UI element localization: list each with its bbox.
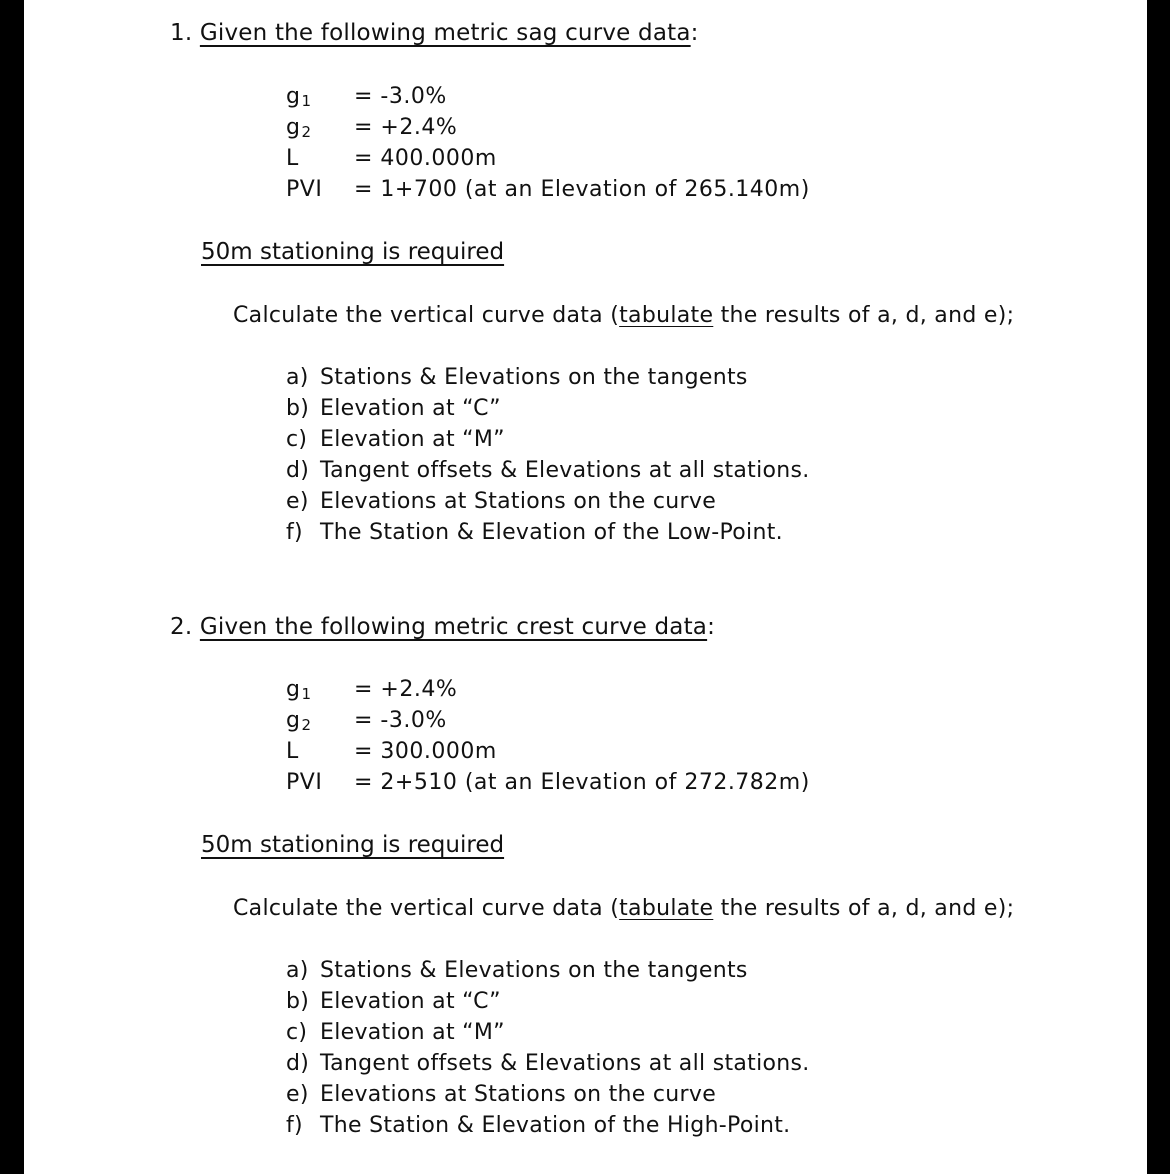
given-var-L: L (286, 739, 299, 764)
problem-1-title: Given the following metric sag curve data (199, 20, 691, 46)
given-var-PVI: PVI (286, 177, 323, 202)
given-value-g2: = +2.4% (354, 115, 458, 140)
given-value-PVI: = 1+700 (at an Elevation of 265.140m) (354, 177, 810, 202)
list-item: c) Elevation at “M” (286, 1020, 505, 1045)
given-value-g1: = -3.0% (354, 84, 447, 109)
given-var-L: L (286, 146, 299, 171)
problem-2-instruction: Calculate the vertical curve data (tabulate the results of a, d, and e); (233, 896, 1015, 921)
given-value-g2: = -3.0% (354, 708, 447, 733)
list-item: e) Elevations at Stations on the curve (286, 489, 717, 514)
given-value-L: = 400.000m (354, 146, 497, 171)
list-item: a) Stations & Elevations on the tangents (286, 958, 748, 983)
list-item: e) Elevations at Stations on the curve (286, 1082, 717, 1107)
list-item: b) Elevation at “C” (286, 989, 501, 1014)
problem-1-number: 1. (170, 20, 193, 46)
given-var-PVI: PVI (286, 770, 323, 795)
problem-2-heading (170, 614, 715, 640)
problem-1-heading (170, 20, 699, 46)
list-item: f) The Station & Elevation of the High-Point. (286, 1113, 791, 1138)
given-var-g2: $g_2$ (286, 115, 312, 141)
given-var-g1: $g_1$ (286, 84, 312, 110)
problem-1-title-colon: : (690, 20, 699, 46)
problem-2-requirement: 50m stationing is required (201, 832, 505, 858)
document-page (24, 0, 1147, 1174)
list-item: f) The Station & Elevation of the Low-Point. (286, 520, 783, 545)
given-var-g1: $g_1$ (286, 677, 312, 703)
problem-1-requirement: 50m stationing is required (201, 239, 505, 265)
given-value-L: = 300.000m (354, 739, 497, 764)
problem-2-title: Given the following metric crest curve data (199, 614, 708, 640)
list-item: b) Elevation at “C” (286, 396, 501, 421)
list-item: d) Tangent offsets & Elevations at all stations. (286, 1051, 810, 1076)
given-var-g2: $g_2$ (286, 708, 312, 734)
list-item: a) Stations & Elevations on the tangents (286, 365, 748, 390)
list-item: c) Elevation at “M” (286, 427, 505, 452)
list-item: d) Tangent offsets & Elevations at all stations. (286, 458, 810, 483)
problem-2-title-colon: : (707, 614, 716, 640)
problem-1-instruction: Calculate the vertical curve data (tabulate the results of a, d, and e); (233, 303, 1015, 328)
given-value-PVI: = 2+510 (at an Elevation of 272.782m) (354, 770, 810, 795)
problem-2-number: 2. (170, 614, 193, 640)
given-value-g1: = +2.4% (354, 677, 458, 702)
